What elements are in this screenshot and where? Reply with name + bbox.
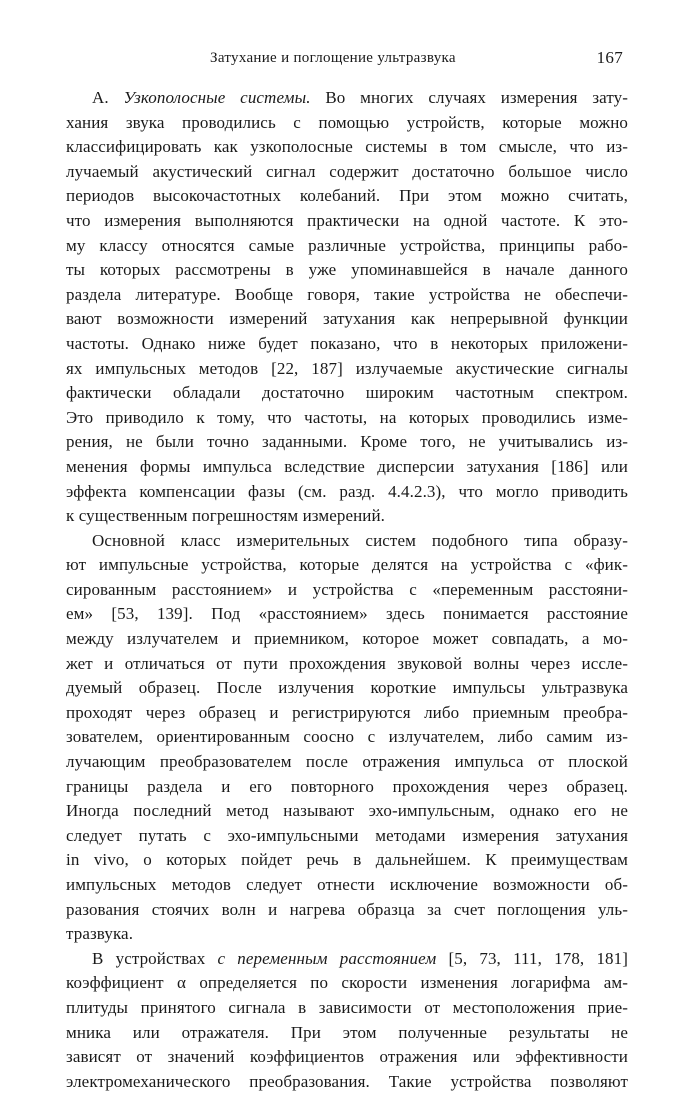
text-run: фактически обладали достаточно широким частотным спектром.	[66, 383, 628, 403]
text-line	[66, 307, 628, 332]
text-line	[66, 406, 628, 431]
text-run: проходят через образец и регистрируются либо приемным преобра-	[66, 702, 628, 722]
text-line	[66, 971, 628, 996]
text-line	[66, 209, 628, 234]
text-run: раздела литературе. Вообще говоря, такие устройства не обеспечи-	[66, 284, 628, 304]
text-line	[66, 775, 628, 800]
text-line	[66, 553, 628, 578]
text-line	[66, 750, 628, 775]
text-run: зователем, ориентированным соосно с излучателем, либо самим из-	[66, 727, 628, 747]
text-line	[66, 184, 628, 209]
text-run: хания звука проводились с помощью устройств, которые можно	[66, 112, 628, 132]
text-line	[66, 602, 628, 627]
text-run: что измерения выполняются практически на одной частоте. К это-	[66, 210, 628, 230]
text-run: частоты. Однако ниже будет показано, что в некоторых приложени-	[66, 333, 628, 353]
text-line	[66, 652, 628, 677]
text-run: ем» [53, 139]. Под «расстоянием» здесь понимается расстояние	[66, 604, 628, 624]
text-line	[66, 701, 628, 726]
text-line	[66, 799, 628, 824]
text-run: А.	[92, 88, 124, 107]
paragraph	[66, 529, 628, 947]
text-run: лучающим преобразователем после отражения импульса от плоской	[66, 752, 628, 772]
text-run: плитуды принятого сигнала в зависимости от местоположения прие-	[66, 997, 628, 1017]
text-line	[66, 86, 628, 111]
text-run: Во многих случаях измерения зату-	[310, 88, 629, 107]
text-run: мника или отражателя. При этом полученные результаты не	[66, 1022, 628, 1042]
text-run: зависят от значений коэффициентов отражения или эффективности	[66, 1047, 628, 1067]
italic-text: с переменным расстоянием	[217, 948, 437, 968]
text-run: границы раздела и его повторного прохождения через образец.	[66, 776, 628, 796]
paragraph	[66, 947, 628, 1094]
paragraph	[66, 86, 628, 529]
text-line	[66, 258, 628, 283]
text-line	[66, 111, 628, 136]
text-run: in vivo, о которых пойдет речь в дальнейшем. К преимуществам	[66, 850, 628, 870]
text-line	[66, 160, 628, 185]
header-title: Затухание и поглощение ультразвука	[210, 50, 456, 66]
text-run: ют импульсные устройства, которые делятся на устройства с «фик-	[66, 555, 628, 575]
text-line	[66, 504, 628, 529]
text-line	[66, 627, 628, 652]
text-run: дуемый образец. После излучения короткие импульсы ультразвука	[66, 678, 628, 698]
text-run: лучаемый акустический сигнал содержит достаточно большое число	[66, 161, 628, 181]
text-run: коэффициент α определяется по скорости изменения логарифма ам-	[66, 973, 628, 993]
text-line	[66, 922, 628, 947]
text-run: сированным расстоянием» и устройства с «переменным расстояни-	[66, 579, 628, 599]
text-run: Это приводило к тому, что частоты, на которых проводились изме-	[66, 407, 628, 427]
text-run: рения, не были точно заданными. Кроме того, не учитывались из-	[66, 432, 628, 452]
text-line	[66, 676, 628, 701]
text-line	[66, 430, 628, 455]
text-run: ты которых рассмотрены в уже упоминавшейся в начале данного	[66, 260, 628, 280]
body-text	[66, 86, 628, 1094]
italic-text: Узкополосные системы.	[123, 88, 311, 107]
text-line	[66, 947, 628, 972]
text-run: жет и отличаться от пути прохождения звуковой волны через иссле-	[66, 653, 628, 673]
text-line	[66, 357, 628, 382]
text-run: периодов высокочастотных колебаний. При этом можно считать,	[66, 186, 628, 206]
text-run: В устройствах	[92, 948, 218, 968]
text-run: импульсных методов следует отнести исключение возможности об-	[66, 875, 628, 894]
text-run: ях импульсных методов [22, 187] излучаемые акустические сигналы	[66, 358, 628, 378]
text-line	[66, 455, 628, 480]
text-line	[66, 578, 628, 603]
text-run: му классу относятся самые различные устройства, принципы рабо-	[66, 235, 628, 255]
text-run: эффекта компенсации фазы (см. разд. 4.4.2.3), что могло приводить	[66, 481, 628, 501]
text-line	[66, 332, 628, 357]
text-run: менения формы импульса вследствие дисперсии затухания [186] или	[66, 456, 628, 476]
text-run: Иногда последний метод называют эхо-импульсным, однако его не	[66, 801, 628, 821]
text-run: разования стоячих волн и нагрева образца за счет поглощения уль-	[66, 899, 628, 919]
text-line	[66, 873, 628, 898]
text-run: к существенным погрешностям измерений.	[66, 506, 386, 526]
text-run: вают возможности измерений затухания как непрерывной функции	[66, 309, 628, 329]
text-line	[66, 381, 628, 406]
text-line	[66, 848, 628, 873]
text-line	[66, 480, 628, 505]
text-line	[66, 824, 628, 849]
text-run: тразвука.	[66, 924, 134, 944]
text-line	[66, 1070, 628, 1094]
text-line	[66, 1021, 628, 1046]
text-run: между излучателем и приемником, которое может совпадать, а мо-	[66, 629, 628, 649]
text-line	[66, 725, 628, 750]
text-run: следует путать с эхо-импульсными методами измерения затухания	[66, 825, 628, 845]
text-run: [5, 73, 111, 178, 181]	[436, 948, 629, 968]
text-line	[66, 898, 628, 923]
page-number: 167	[596, 48, 623, 67]
text-line	[66, 234, 628, 259]
text-line	[66, 1045, 628, 1070]
text-line	[66, 283, 628, 308]
text-run: электромеханического преобразования. Такие устройства позволяют	[66, 1071, 628, 1091]
text-run: классифицировать как узкополосные системы в том смысле, что из-	[66, 137, 628, 157]
text-run: Основной класс измерительных систем подобного типа образу-	[92, 530, 628, 550]
text-line	[66, 529, 628, 554]
text-line	[66, 135, 628, 160]
